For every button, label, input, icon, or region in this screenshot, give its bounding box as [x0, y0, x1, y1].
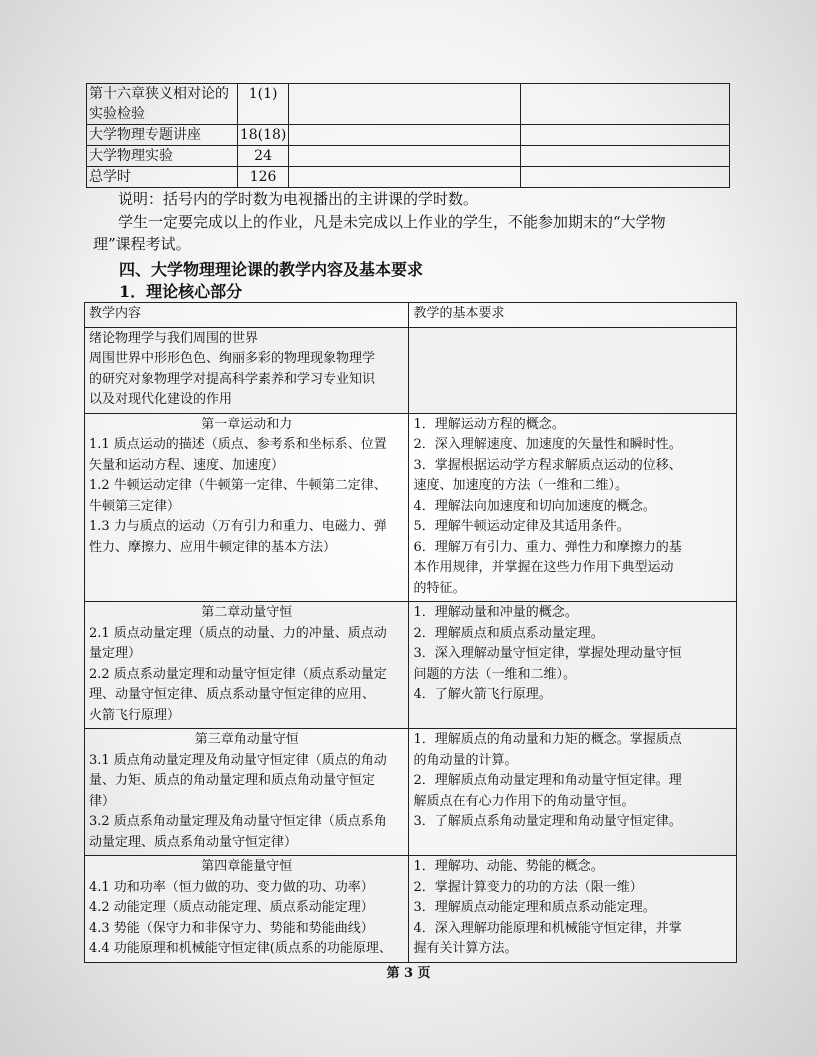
requirement-line: 3．了解质点系角动量定理和角动量守恒定律。: [413, 814, 682, 829]
requirement-line: 2．理解质点和质点系动量定理。: [413, 625, 604, 641]
requirement-line: 4．了解火箭飞行原理。: [413, 687, 552, 702]
intro-line: 以及对现代化建设的作用: [89, 392, 233, 407]
chapter-title: 第一章运动和力: [201, 416, 293, 432]
hours-cell: 126: [237, 167, 289, 188]
chapter-requirements: [409, 856, 737, 963]
header-content: 教学内容: [85, 303, 409, 328]
table-row: [87, 146, 730, 167]
table-header-row: [85, 303, 737, 328]
intro-requirements: [409, 327, 737, 413]
course-name-cell: 总学时: [87, 167, 238, 188]
requirement-line: 问题的方法（一维和二维）。: [413, 666, 576, 682]
table-row-chapter-1: [85, 413, 737, 602]
requirement-line: 3．深入理解动量守恒定律，掌握处理动量守恒: [413, 646, 682, 661]
requirement-line: 1．理解质点的角动量和力矩的概念。掌握质点: [413, 732, 682, 747]
chapter-requirements: [409, 602, 737, 729]
hours-table: [86, 83, 730, 188]
chapter-title: 第二章动量守恒: [201, 605, 293, 620]
content-line: 4.2 动能定理（质点动能定理、质点系动能定理）: [89, 900, 374, 915]
requirement-line: 本作用规律，并掌握在这些力作用下典型运动: [413, 560, 674, 575]
content-line: 矢量和运动方程、速度、加速度）: [89, 457, 285, 473]
content-line: 理、动量守恒定律、质点系动量守恒定律的应用、: [89, 687, 376, 702]
content-line: 1.1 质点运动的描述（质点、参考系和坐标系、位置: [89, 437, 387, 452]
header-requirements: 教学的基本要求: [409, 303, 737, 328]
course-name-cell: 大学物理实验: [87, 146, 238, 167]
requirement-line: 解质点在有心力作用下的角动量守恒。: [413, 793, 635, 809]
subsection-heading: 1．理论核心部分: [119, 282, 243, 301]
content-line: 2.1 质点动量定理（质点的动量、力的冲量、质点动: [89, 625, 387, 641]
table-row-chapter-2: [85, 602, 737, 729]
table-row: [87, 125, 730, 146]
requirement-line: 速度、加速度的方法（一维和二维）。: [413, 478, 628, 493]
table-row: [87, 167, 730, 188]
empty-cell: [521, 146, 730, 167]
requirement-line: 6．理解万有引力、重力、弹性力和摩擦力的基: [413, 539, 682, 555]
requirement-line: 1．理解动量和冲量的概念。: [413, 605, 578, 620]
empty-cell: [521, 84, 730, 125]
requirement-line: 2．深入理解速度、加速度的矢量性和瞬时性。: [413, 437, 682, 452]
requirement-line: 2．理解质点角动量定理和角动量守恒定律。理: [413, 773, 682, 788]
empty-cell: [289, 125, 521, 146]
syllabus-table: [84, 302, 737, 963]
empty-cell: [521, 167, 730, 188]
note-homework: 学生一定要完成以上的作业，凡是未完成以上作业的学生，不能参加期末的“大学物: [118, 213, 666, 231]
chapter-title: 第三章角动量守恒: [194, 732, 299, 747]
requirement-line: 4．理解法向加速度和切向加速度的概念。: [413, 498, 656, 514]
content-line: 2.2 质点系动量定理和动量守恒定律（质点系动量定: [89, 666, 387, 682]
empty-cell: [289, 167, 521, 188]
table-row-chapter-4: [85, 856, 737, 963]
requirement-line: 的角动量的计算。: [413, 752, 518, 768]
intro-line: 周围世界中形形色色、绚丽多彩的物理现象物理学: [89, 351, 376, 366]
content-line: 4.4 功能原理和机械能守恒定律(质点系的功能原理、: [89, 941, 392, 956]
page-number: 第 3 页: [386, 966, 431, 981]
requirement-line: 5．理解牛顿运动定律及其适用条件。: [413, 519, 630, 534]
empty-cell: [289, 146, 521, 167]
intro-line: 的研究对象物理学对提高科学素养和学习专业知识: [89, 371, 376, 387]
chapter-requirements: [409, 729, 737, 856]
chapter-content: [85, 413, 409, 602]
content-line: 火箭飞行原理）: [89, 707, 181, 723]
content-line: 3.2 质点系角动量定理及角动量守恒定律（质点系角: [89, 814, 387, 829]
hours-cell: 1(1): [237, 84, 289, 125]
course-name-cell: 第十六章狭义相对论的实验检验: [87, 84, 238, 125]
note-hours: 说明：括号内的学时数为电视播出的主讲课的学时数。: [118, 190, 479, 208]
content-line: 4.3 势能（保守力和非保守力、势能和势能曲线）: [89, 920, 374, 936]
chapter-content: [85, 602, 409, 729]
table-row-chapter-3: [85, 729, 737, 856]
hours-cell: 18(18): [237, 125, 289, 146]
content-line: 牛顿第三定律）: [89, 498, 181, 514]
requirement-line: 1．理解运动方程的概念。: [413, 416, 565, 432]
content-line: 量、力矩、质点的角动量定理和质点角动量守恒定: [89, 773, 376, 788]
content-line: 4.1 功和功率（恒力做的功、变力做的功、功率）: [89, 879, 374, 895]
content-line: 动量定理、质点系角动量守恒定律）: [89, 834, 298, 850]
requirement-line: 3．理解质点动能定理和质点系动能定理。: [413, 900, 656, 915]
requirement-line: 的特征。: [413, 580, 466, 596]
requirement-line: 1．理解功、动能、势能的概念。: [413, 859, 604, 874]
content-line: 量定理）: [89, 646, 142, 661]
table-row: [87, 84, 730, 125]
requirement-line: 3．掌握根据运动学方程求解质点运动的位移、: [413, 457, 682, 473]
section-heading: 四、大学物理理论课的教学内容及基本要求: [119, 260, 424, 279]
empty-cell: [289, 84, 521, 125]
content-line: 1.2 牛顿运动定律（牛顿第一定律、牛顿第二定律、: [89, 478, 387, 493]
course-name-cell: 大学物理专题讲座: [87, 125, 238, 146]
intro-title: 绪论物理学与我们周围的世界: [89, 330, 259, 346]
content-line: 性力、摩擦力、应用牛顿定律的基本方法）: [89, 539, 337, 555]
chapter-content: [85, 729, 409, 856]
hours-cell: 24: [237, 146, 289, 167]
intro-content: [85, 327, 409, 413]
chapter-requirements: [409, 413, 737, 602]
requirement-line: 4．深入理解功能原理和机械能守恒定律，并掌: [413, 920, 682, 936]
chapter-title: 第四章能量守恒: [201, 859, 293, 874]
requirement-line: 2．掌握计算变力的功的方法（限一维）: [413, 879, 643, 895]
content-line: 3.1 质点角动量定理及角动量守恒定律（质点的角动: [89, 752, 387, 768]
content-line: 1.3 力与质点的运动（万有引力和重力、电磁力、弹: [89, 519, 387, 534]
empty-cell: [521, 125, 730, 146]
chapter-content: [85, 856, 409, 963]
requirement-line: 握有关计算方法。: [413, 941, 518, 956]
table-row-intro: [85, 327, 737, 413]
content-line: 律）: [89, 793, 116, 809]
note-homework-cont: 理”课程考试。: [93, 235, 191, 253]
